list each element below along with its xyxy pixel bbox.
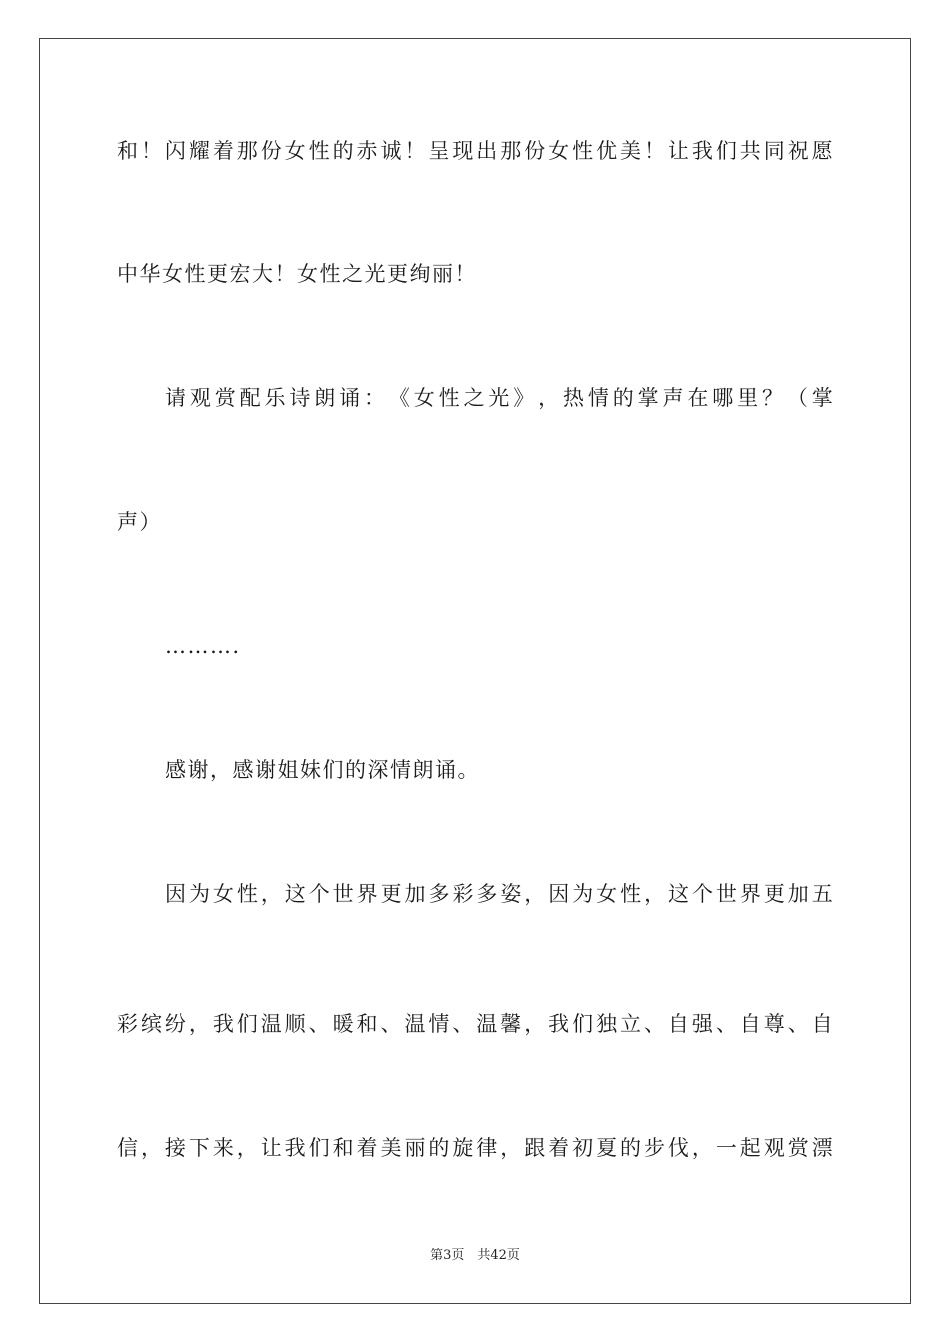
text-line-9: 信 ， 接 下 来 ， 让 我 们 和 着 美 丽 的 旋 律 ， 跟 着 初 夏 的 步 伐 ， 一 起 观 赏 漂 [117,1136,833,1160]
text-line-3: 请 观 赏 配 乐 诗 朗 诵 ： 《 女 性 之 光 》 ， 热 情 的 掌 声 在 哪 里 ？ （ 掌 [165,386,833,410]
text-line-2: 中华女性更宏大！女性之光更绚丽！ [117,262,477,286]
page-number-footer: 第3页 共42页 [430,1248,520,1263]
text-line-5: ………． [165,634,255,658]
text-line-6: 感谢，感谢姐妹们的深情朗诵。 [165,758,480,782]
text-line-7: 因 为 女 性 ， 这 个 世 界 更 加 多 彩 多 姿 ， 因 为 女 性 ， 这 个 世 界 更 加 五 [165,882,833,906]
text-line-8: 彩 缤 纷 ， 我 们 温 顺 、 暖 和 、 温 情 、 温 馨 ， 我 们 独 立 、 自 强 、 自 尊 、 自 [117,1012,833,1036]
page-border [39,38,911,1304]
text-line-1: 和 ！ 闪 耀 着 那 份 女 性 的 赤 诚 ！ 呈 现 出 那 份 女 性 优 美 ！ 让 我 们 共 同 祝 愿 [117,139,833,163]
text-line-4: 声） [117,510,162,534]
